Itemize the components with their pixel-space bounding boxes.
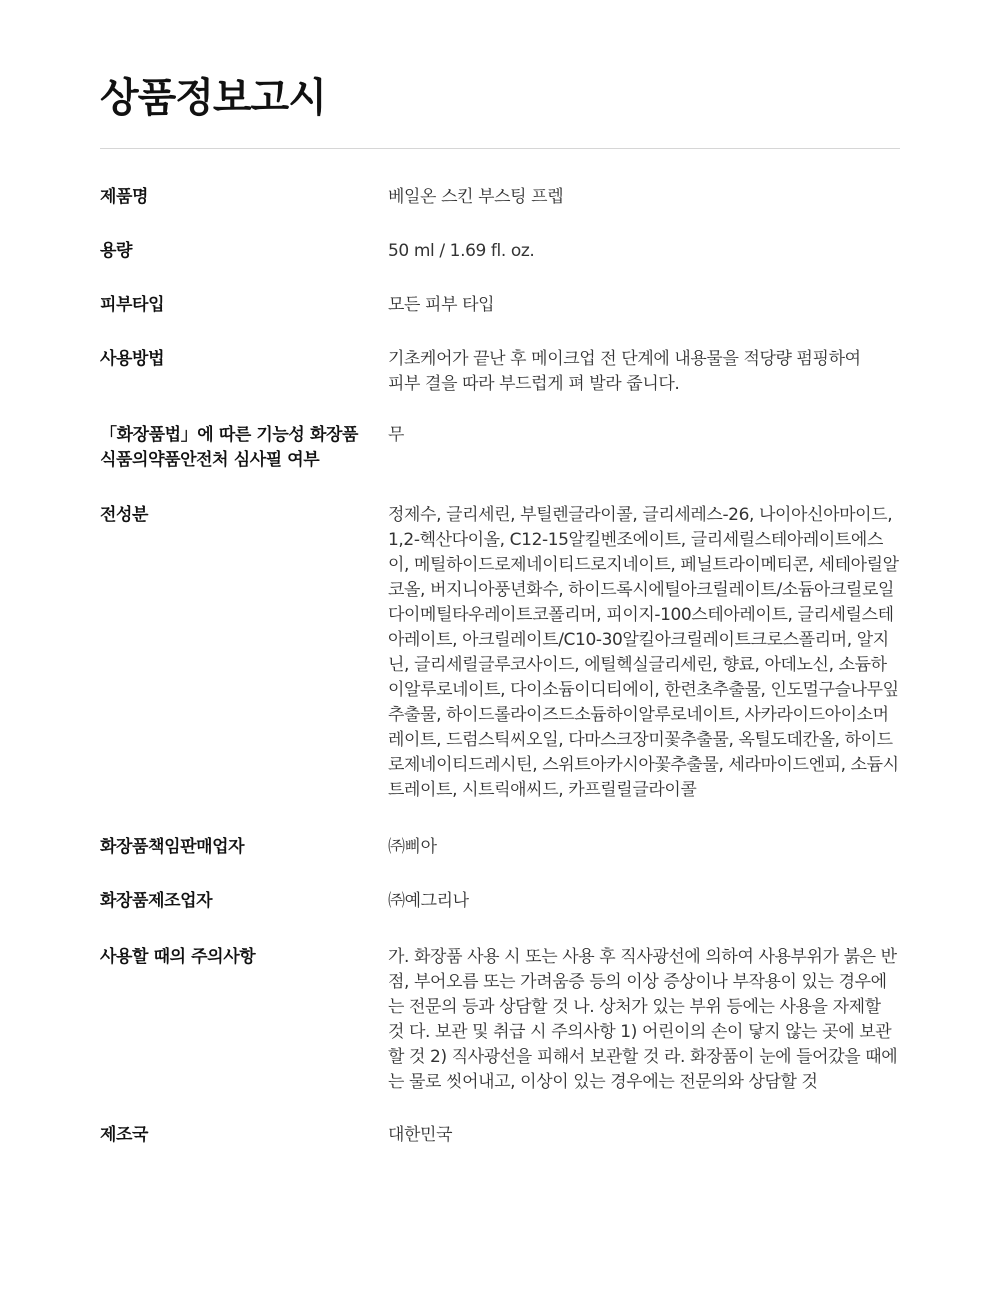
row-label: 「화장품법」에 따른 기능성 화장품 식품의약품안전처 심사필 여부 <box>100 425 359 470</box>
row-label: 제품명 <box>100 187 149 207</box>
row-label: 사용방법 <box>100 349 165 369</box>
row-value: 50 ml / 1.69 fl. oz. <box>388 241 535 261</box>
row-usage <box>100 347 900 423</box>
row-value: 기초케어가 끝난 후 메이크업 전 단계에 내용물을 적당량 펌핑하여 피부 결을 따라 부드럽게 펴 발라 줍니다. <box>388 349 861 394</box>
row-manufacturer <box>100 889 900 945</box>
row-precautions <box>100 945 900 1123</box>
row-responsible-seller <box>100 835 900 889</box>
row-product-name <box>100 185 900 239</box>
row-value: 대한민국 <box>388 1125 453 1145</box>
title-divider <box>100 148 900 149</box>
row-label: 전성분 <box>100 505 149 525</box>
row-volume <box>100 239 900 293</box>
row-value: 모든 피부 타입 <box>388 295 495 315</box>
row-value: ㈜예그리나 <box>388 891 469 911</box>
row-label: 피부타입 <box>100 295 165 315</box>
row-value: 정제수, 글리세린, 부틸렌글라이콜, 글리세레스-26, 나이아신아마이드, 1,2-헥산다이올, C12-15알킬벤조에이트, 글리세릴스테아레이트에스이, 메틸하이드로제네이티드로지네이트, 페닐트라이메티콘, 세테아릴알코올, 버지니아풍년화수, 하이드록시에틸아크릴레이트/소듐아크릴로일다이메틸타우레이트코폴리머, 피이지-100스테아레이트, 글리세릴스테아레이트, 아크릴레이트/C10-30알킬아크릴레이트크로스폴리머, 알지닌, 글리세릴글루코사이드, 에틸헥실글리세린, 향료, 아데노신, 소듐하이알루로네이트, 다이소듐이디티에이, 한련초추출물, 인도멀구슬나무잎추출물, 하이드롤라이즈드소듐하이알루로네이트, 사카라이드아이소머레이트, 드럼스틱씨오일, 다마스크장미꽃추출물, 옥틸도데칸올, 하이드로제네이티드레시틴, 스위트아카시아꽃추출물, 세라마이드엔피, 소듐시트레이트, 시트릭애씨드, 카프릴릴글라이콜 <box>388 505 899 800</box>
row-ingredients <box>100 503 900 835</box>
row-label: 용량 <box>100 241 133 261</box>
row-country-of-origin <box>100 1123 900 1163</box>
row-functional-cosmetic <box>100 423 900 503</box>
row-label: 화장품책임판매업자 <box>100 837 245 857</box>
row-label: 화장품제조업자 <box>100 891 213 911</box>
row-value: ㈜삐아 <box>388 837 437 857</box>
info-table <box>100 185 900 1163</box>
row-value: 가. 화장품 사용 시 또는 사용 후 직사광선에 의하여 사용부위가 붉은 반점, 부어오름 또는 가려움증 등의 이상 증상이나 부작용이 있는 경우에는 전문의 등과 상담할 것 나. 상처가 있는 부위 등에는 사용을 자제할 것 다. 보관 및 취급 시 주의사항 1) 어린이의 손이 닿지 않는 곳에 보관할 것 2) 직사광선을 피해서 보관할 것 라. 화장품이 눈에 들어갔을 때에는 물로 씻어내고, 이상이 있는 경우에는 전문의와 상담할 것 <box>388 947 898 1092</box>
product-info-notice <box>100 0 900 1163</box>
row-label: 사용할 때의 주의사항 <box>100 947 256 967</box>
row-value: 무 <box>388 425 405 445</box>
page-title: 상품정보고시 <box>100 75 326 121</box>
row-skin-type <box>100 293 900 347</box>
row-value: 베일온 스킨 부스팅 프렙 <box>388 187 564 207</box>
row-label: 제조국 <box>100 1125 149 1145</box>
